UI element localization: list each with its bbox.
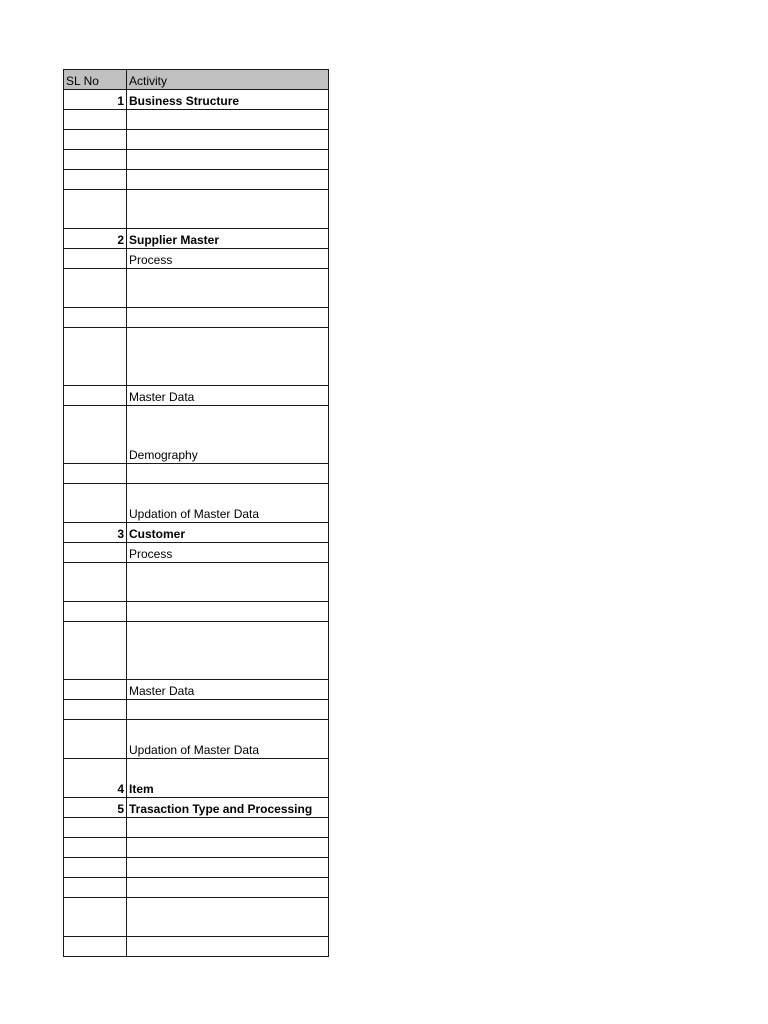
cell-sl-no[interactable] xyxy=(64,190,127,229)
table-row xyxy=(64,818,329,838)
activity-table xyxy=(63,69,329,957)
cell-activity[interactable] xyxy=(127,269,329,308)
cell-activity[interactable] xyxy=(127,838,329,858)
cell-sl-no[interactable] xyxy=(64,150,127,170)
table-row xyxy=(64,130,329,150)
cell-activity[interactable] xyxy=(127,700,329,720)
table-row xyxy=(64,759,329,798)
cell-sl-no[interactable] xyxy=(64,464,127,484)
cell-sl-no[interactable] xyxy=(64,170,127,190)
cell-sl-no[interactable]: 2 xyxy=(64,229,127,249)
cell-activity[interactable]: Updation of Master Data xyxy=(127,484,329,523)
cell-activity[interactable] xyxy=(127,602,329,622)
cell-activity[interactable]: Master Data xyxy=(127,680,329,700)
header-row xyxy=(64,70,329,90)
cell-sl-no[interactable] xyxy=(64,543,127,563)
table-row xyxy=(64,229,329,249)
cell-sl-no[interactable] xyxy=(64,484,127,523)
cell-activity[interactable]: Process xyxy=(127,249,329,269)
cell-sl-no[interactable] xyxy=(64,818,127,838)
table-row xyxy=(64,170,329,190)
cell-sl-no[interactable]: 3 xyxy=(64,523,127,543)
cell-activity[interactable] xyxy=(127,170,329,190)
cell-sl-no[interactable] xyxy=(64,563,127,602)
cell-activity[interactable] xyxy=(127,937,329,957)
table-row xyxy=(64,308,329,328)
table-body xyxy=(64,90,329,957)
table-row xyxy=(64,150,329,170)
cell-activity[interactable]: Item xyxy=(127,759,329,798)
cell-activity[interactable]: Updation of Master Data xyxy=(127,720,329,759)
cell-activity[interactable]: Trasaction Type and Processing xyxy=(127,798,329,818)
cell-sl-no[interactable] xyxy=(64,406,127,464)
cell-activity[interactable] xyxy=(127,110,329,130)
cell-activity[interactable] xyxy=(127,150,329,170)
table-row xyxy=(64,898,329,937)
table-row xyxy=(64,838,329,858)
table-row xyxy=(64,878,329,898)
cell-sl-no[interactable] xyxy=(64,130,127,150)
cell-sl-no[interactable] xyxy=(64,249,127,269)
table-row xyxy=(64,386,329,406)
cell-sl-no[interactable] xyxy=(64,937,127,957)
table-row xyxy=(64,858,329,878)
cell-activity[interactable] xyxy=(127,130,329,150)
cell-activity[interactable]: Process xyxy=(127,543,329,563)
cell-activity[interactable]: Supplier Master xyxy=(127,229,329,249)
cell-sl-no[interactable]: 1 xyxy=(64,90,127,110)
cell-activity[interactable] xyxy=(127,328,329,386)
table-row xyxy=(64,328,329,386)
cell-activity[interactable]: Master Data xyxy=(127,386,329,406)
cell-activity[interactable] xyxy=(127,858,329,878)
table-row xyxy=(64,464,329,484)
table-row xyxy=(64,90,329,110)
cell-sl-no[interactable] xyxy=(64,700,127,720)
cell-sl-no[interactable] xyxy=(64,328,127,386)
cell-activity[interactable] xyxy=(127,563,329,602)
cell-sl-no[interactable] xyxy=(64,680,127,700)
table-row xyxy=(64,602,329,622)
cell-sl-no[interactable] xyxy=(64,720,127,759)
table-row xyxy=(64,269,329,308)
table-row xyxy=(64,190,329,229)
table-row xyxy=(64,798,329,818)
cell-sl-no[interactable] xyxy=(64,308,127,328)
table-row xyxy=(64,110,329,130)
activity-table-container xyxy=(63,69,328,957)
cell-activity[interactable] xyxy=(127,190,329,229)
cell-sl-no[interactable]: 5 xyxy=(64,798,127,818)
cell-sl-no[interactable] xyxy=(64,898,127,937)
table-row xyxy=(64,622,329,680)
cell-activity[interactable]: Business Structure xyxy=(127,90,329,110)
cell-sl-no[interactable] xyxy=(64,858,127,878)
table-row xyxy=(64,484,329,523)
table-row xyxy=(64,720,329,759)
table-row xyxy=(64,563,329,602)
cell-activity[interactable] xyxy=(127,898,329,937)
cell-sl-no[interactable] xyxy=(64,269,127,308)
cell-activity[interactable] xyxy=(127,818,329,838)
cell-activity[interactable] xyxy=(127,878,329,898)
cell-activity[interactable]: Demography xyxy=(127,406,329,464)
cell-sl-no[interactable] xyxy=(64,878,127,898)
cell-activity[interactable]: Customer xyxy=(127,523,329,543)
table-header xyxy=(64,70,329,90)
table-row xyxy=(64,700,329,720)
cell-activity[interactable] xyxy=(127,308,329,328)
cell-sl-no[interactable] xyxy=(64,838,127,858)
cell-activity[interactable] xyxy=(127,622,329,680)
cell-sl-no[interactable] xyxy=(64,386,127,406)
cell-sl-no[interactable] xyxy=(64,602,127,622)
table-row xyxy=(64,523,329,543)
table-row xyxy=(64,406,329,464)
header-activity[interactable]: Activity xyxy=(127,70,329,90)
cell-sl-no[interactable] xyxy=(64,110,127,130)
cell-sl-no[interactable] xyxy=(64,622,127,680)
header-sl-no[interactable]: SL No xyxy=(64,70,127,90)
table-row xyxy=(64,937,329,957)
cell-sl-no[interactable]: 4 xyxy=(64,759,127,798)
cell-activity[interactable] xyxy=(127,464,329,484)
table-row xyxy=(64,249,329,269)
table-row xyxy=(64,543,329,563)
table-row xyxy=(64,680,329,700)
